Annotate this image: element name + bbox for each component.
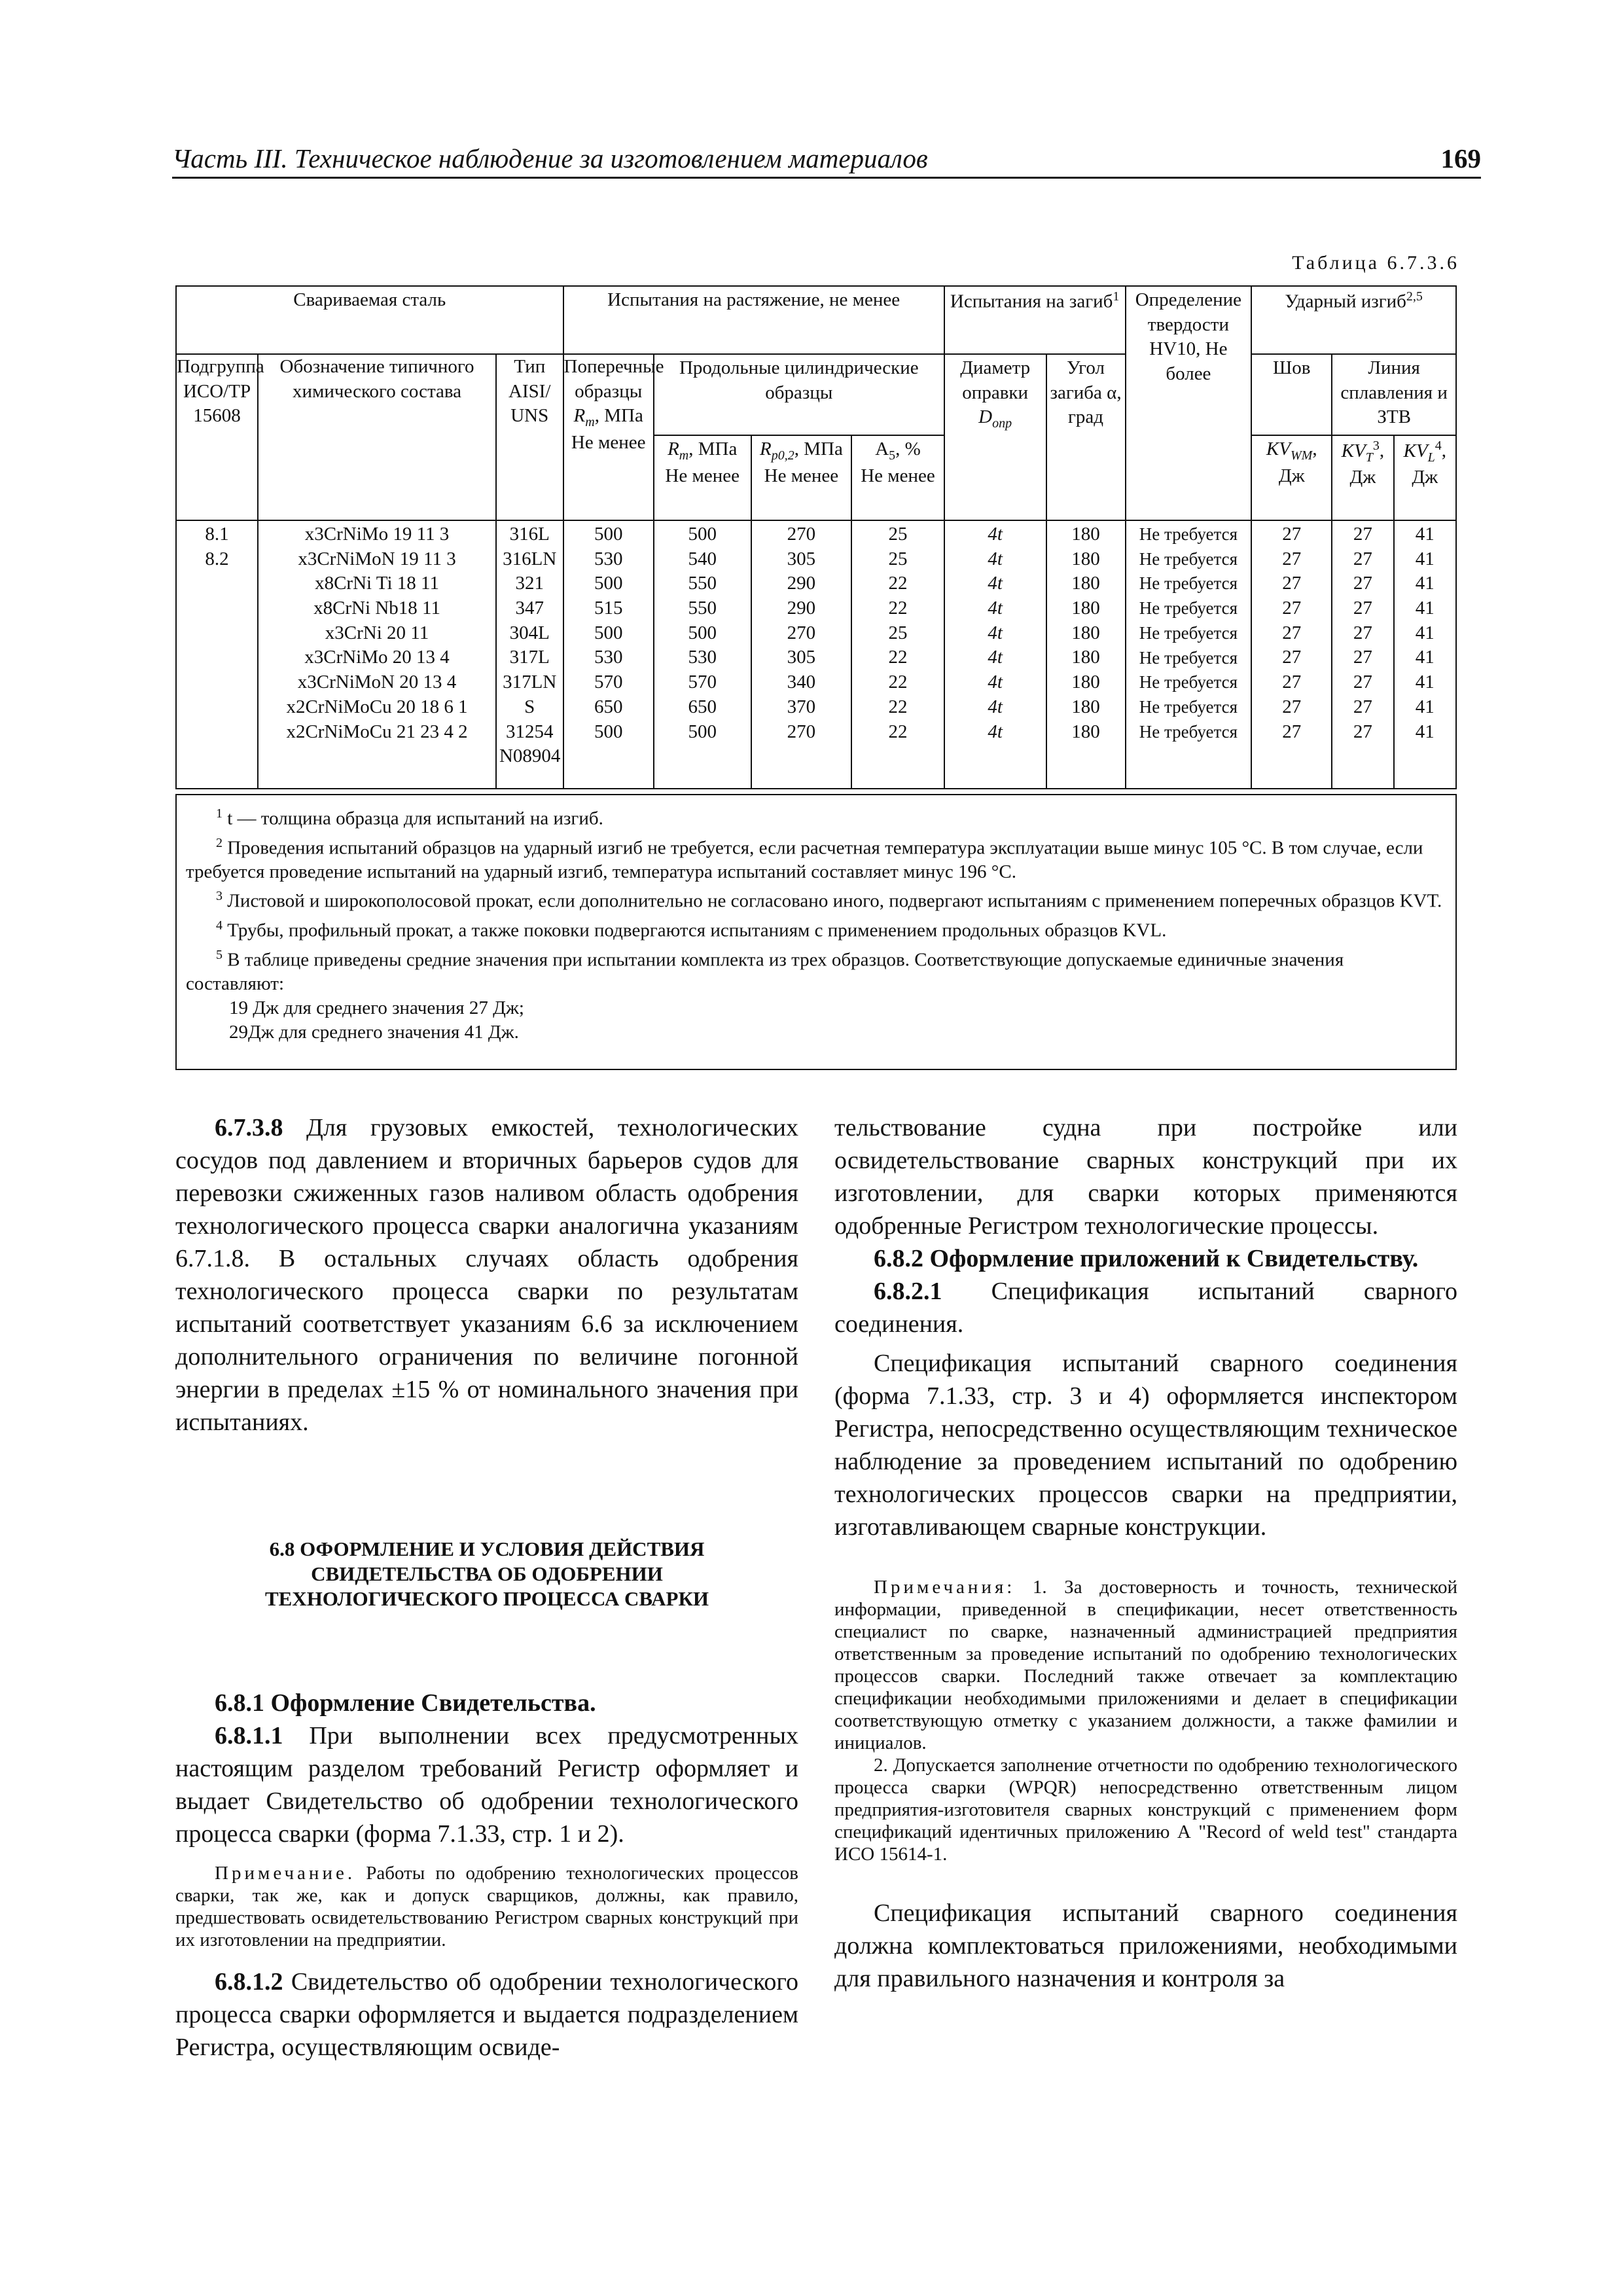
footnote-5a: 19 Дж для среднего значения 27 Дж; xyxy=(229,997,524,1019)
paragraph-6738: 6.7.3.8 Для грузовых емкостей, технологических сосудов под давлением и вторичных барьеров судов для перевозки сжиженных газов наливом область одобрения технологического процесса сварки аналогична указаниям 6.7.1.8. В остальных случаях область одобрения технологического процесса сварки по результатам испытаний соответствует указаниям 6.6 за исключением дополнительного ограничения по величине погонной энергии в пределах ±15 % от номинального значения при испытаниях. xyxy=(175,1114,798,1436)
header-weld: Шов xyxy=(1251,354,1332,435)
table-body-row xyxy=(176,520,1456,789)
header-kvt: $KV_T^3$, Дж xyxy=(1332,435,1393,520)
page-number: 169 xyxy=(1440,143,1481,173)
section-heading-6-8: 6.8 ОФОРМЛЕНИЕ И УСЛОВИЯ ДЕЙСТВИЯ СВИДЕТЕЛЬСТВА ОБ ОДОБРЕНИИ ТЕХНОЛОГИЧЕСКОГО ПРОЦЕССА СВАРКИ xyxy=(264,1537,709,1610)
left-column xyxy=(175,1111,798,2064)
header-kvl: $KV_L^4$, Дж xyxy=(1394,435,1456,520)
col-rp: 270 305 290 290 270 305 340 370 270 xyxy=(751,520,852,789)
header-subgroup: Подгруппа ИСО/ТР 15608 xyxy=(176,354,258,520)
right-column xyxy=(834,1111,1457,1995)
col-a5: 25 25 22 22 25 22 22 22 22 xyxy=(851,520,944,789)
footnote-5: $^5$ В таблице приведены средние значения при испытании комплекта из трех образцов. Соответствующие допускаемые единичные значения составляют: xyxy=(186,947,1344,995)
header-type: Тип AISI/ UNS xyxy=(496,354,563,520)
footnote-5b: 29Дж для среднего значения 41 Дж. xyxy=(229,1022,519,1043)
footnote-1: $^1$ t — толщина образца для испытаний на изгиб. xyxy=(216,806,603,829)
header-diameter: Диаметр оправки $D_{опр}$ xyxy=(944,354,1046,520)
header-longitudinal: Продольные цилиндрические образцы xyxy=(654,354,944,435)
subheading-681: 6.8.1 Оформление Свидетельства. xyxy=(215,1689,596,1717)
col-angle: 180 180 180 180 180 180 180 180 180 xyxy=(1046,520,1126,789)
header-bend: Испытания на загиб$^1$ xyxy=(944,286,1126,354)
table-caption: Таблица 6.7.3.6 xyxy=(1292,252,1459,274)
header-rule xyxy=(172,177,1481,179)
paragraph-6812: 6.8.1.2 Свидетельство об одобрении технологического процесса сварки оформляется и выдается подразделением Регистра, осуществляющим освиде- xyxy=(175,1968,798,2061)
paragraph-6821: 6.8.2.1 Спецификация испытаний сварного соединения. xyxy=(834,1278,1458,1338)
col-hardness: Не требуется Не требуется Не требуется Не требуется Не требуется Не требуется Не требуется Не требуется Не требуется xyxy=(1126,520,1252,789)
col-rm-trans: 500 530 500 515 500 530 570 650 500 xyxy=(563,520,654,789)
header-rm-long: $R_m$, МПа Не менее xyxy=(654,435,751,520)
paragraph-spec-2: Спецификация испытаний сварного соединения должна комплектоваться приложениями, необходимыми для правильного назначения и контроля за xyxy=(834,1899,1457,1992)
col-grade: x3CrNiMo 19 11 3 x3CrNiMoN 19 11 3 x8CrNi Ti 18 11 x8CrNi Nb18 11 x3CrNi 20 11 x3CrNiMo 20 13 4 x3CrNiMoN 20 13 4 x2CrNiMoCu 20 18 6 1 x2CrNiMoCu 21 23 4 2 xyxy=(258,520,496,789)
header-steel: Свариваемая сталь xyxy=(176,286,563,354)
header-impact: Ударный изгиб$^{2,5}$ xyxy=(1251,286,1456,354)
subheading-682: 6.8.2 Оформление приложений к Свидетельству. xyxy=(874,1245,1419,1272)
col-type: 316L 316LN 321 347 304L 317L 317LN S 31254 N08904 xyxy=(496,520,563,789)
table-footnotes xyxy=(175,794,1457,1070)
notes-2: 2. Допускается заполнение отчетности по одобрению технологического процесса сварки (WPQR) непосредственно ответственным лицом предприятия-изготовителя сварных конструкций с применением форм спецификаций идентичных приложению А "Record of weld test" стандарта ИСО 15614-1. xyxy=(834,1755,1457,1865)
header-fusion: Линия сплавления и ЗТВ xyxy=(1332,354,1456,435)
col-kvwm: 27 27 27 27 27 27 27 27 27 xyxy=(1251,520,1332,789)
col-kvl: 41 41 41 41 41 41 41 41 41 xyxy=(1394,520,1456,789)
footnote-4: $^4$ Трубы, профильный прокат, а также поковки подвергаются испытаниям с применением продольных образцов KVL. xyxy=(216,918,1167,941)
header-tensile: Испытания на растяжение, не менее xyxy=(563,286,944,354)
header-kvwm: $KV_{WM}$, Дж xyxy=(1251,435,1332,520)
col-diameter: 4t 4t 4t 4t 4t 4t 4t 4t 4t xyxy=(944,520,1046,789)
header-angle: Угол загиба α, град xyxy=(1046,354,1126,520)
steel-table xyxy=(175,285,1457,789)
header-rp: $R_{p0,2}$, МПа Не менее xyxy=(751,435,852,520)
footnote-3: $^3$ Листовой и широкополосовой прокат, если дополнительно не согласовано иного, подвергают испытаниям с применением поперечных образцов KVT. xyxy=(216,889,1442,912)
note-6811: Примечание. Работы по одобрению технологических процессов сварки, так же, как и допуск сварщиков, должны, как правило, предшествовать освидетельствованию Регистром сварных конструкций при их изготовлении на предприятии. xyxy=(175,1863,798,1950)
header-a5: $A_5$, % Не менее xyxy=(851,435,944,520)
header-designation: Обозначение типичного химического состава xyxy=(258,354,496,520)
paragraph-continued: тельствование судна при постройке или освидетельствование сварных конструкций при их изготовлении, для сварки которых применяются одобренные Регистром технологические процессы. xyxy=(834,1114,1457,1240)
running-title: Часть III. Техническое наблюдение за изготовлением материалов xyxy=(172,143,928,173)
header-transverse: Поперечные образцы $R_m$, МПа Не менее xyxy=(563,354,654,520)
page-header xyxy=(172,143,1481,177)
col-rm-long: 500 540 550 550 500 530 570 650 500 xyxy=(654,520,751,789)
header-hardness: Определение твердости HV10, Не более xyxy=(1126,286,1252,520)
footnote-2: $^2$ Проведения испытаний образцов на ударный изгиб не требуется, если расчетная температура эксплуатации выше минус 105 °С. В том случае, если требуется проведение испытаний на ударный изгиб, температура испытаний составляет минус 196 °С. xyxy=(186,835,1423,883)
col-kvt: 27 27 27 27 27 27 27 27 27 xyxy=(1332,520,1393,789)
notes-1: Примечания: 1. За достоверность и точность, технической информации, приведенной в спецификации, несет ответственность специалист по сварке, назначенный администрацией предприятия ответственным за проведение испытаний по одобрению технологических процессов сварки. Последний также отвечает за комплектацию спецификации необходимыми приложениями и делает в спецификации соответствующую отметку с указанием должности, а также фамилии и инициалов. xyxy=(834,1577,1457,1753)
paragraph-spec: Спецификация испытаний сварного соединения (форма 7.1.33, стр. 3 и 4) оформляется инспектором Регистра, непосредственно осуществляющим техническое наблюдение за проведением испытаний по одобрению технологических процессов сварки на предприятии, изготавливающем сварные конструкции. xyxy=(834,1350,1457,1541)
col-group: 8.1 8.2 xyxy=(176,520,258,789)
paragraph-6811: 6.8.1.1 При выполнении всех предусмотренных настоящим разделом требований Регистр оформляет и выдает Свидетельство об одобрении технологического процесса сварки (форма 7.1.33, стр. 1 и 2). xyxy=(175,1722,798,1848)
